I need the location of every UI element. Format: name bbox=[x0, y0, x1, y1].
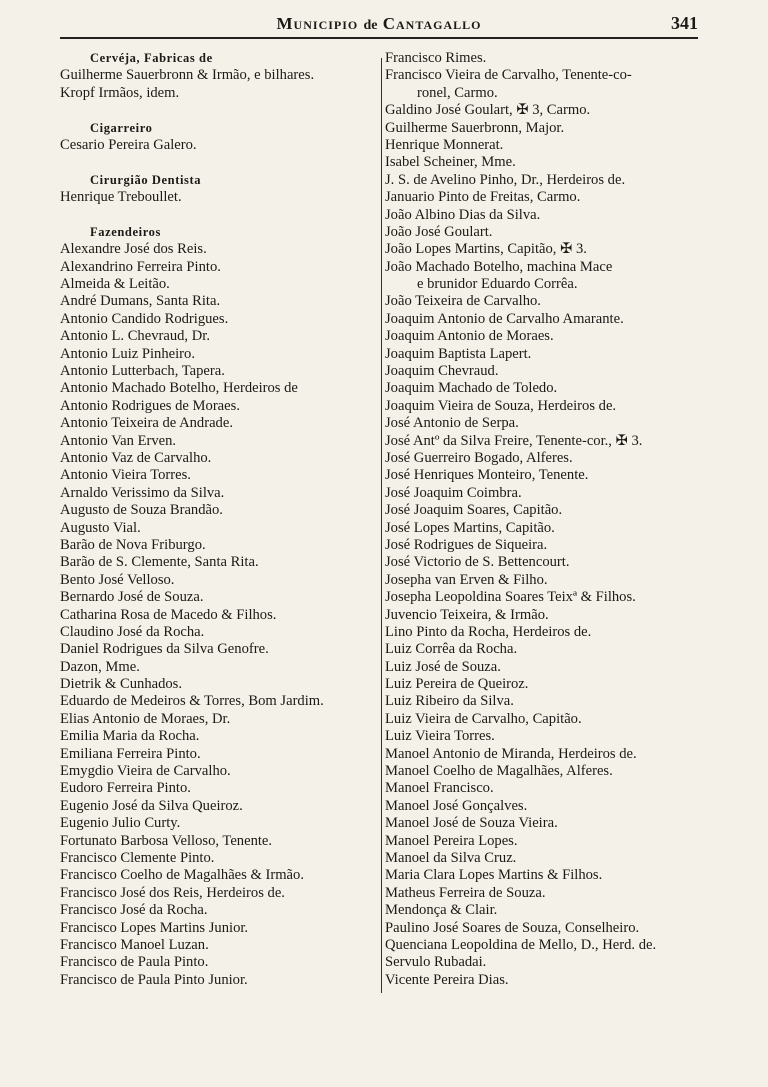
list-item: José Antº da Silva Freire, Tenente-cor., ✠ 3. bbox=[385, 432, 643, 449]
list-item: Antonio Luiz Pinheiro. bbox=[60, 345, 195, 362]
list-item: Bento José Velloso. bbox=[60, 571, 175, 588]
list-item: Antonio Machado Botelho, Herdeiros de bbox=[60, 380, 298, 397]
list-item: Maria Clara Lopes Martins & Filhos. bbox=[385, 867, 603, 884]
running-title bbox=[60, 14, 698, 34]
list-item: Januario Pinto de Freitas, Carmo. bbox=[385, 189, 581, 206]
section-heading-fazendeiros: Fazendeiros bbox=[90, 224, 161, 239]
list-item: Fortunato Barbosa Velloso, Tenente. bbox=[60, 832, 273, 849]
list-item: Lino Pinto da Rocha, Herdeiros de. bbox=[385, 623, 592, 640]
list-item: Joaquim Machado de Toledo. bbox=[385, 380, 558, 397]
list-item: Josepha van Erven & Filho. bbox=[385, 571, 548, 588]
list-item: Eugenio Julio Curty. bbox=[60, 815, 181, 832]
list-item: Antonio Vieira Torres. bbox=[60, 467, 191, 484]
section-heading-cerveja: Cervéja, Fabricas de bbox=[90, 51, 213, 65]
list-item: Joaquim Baptista Lapert. bbox=[385, 345, 532, 362]
list-item: Luiz Ribeiro da Silva. bbox=[385, 693, 514, 710]
list-item: Dietrik & Cunhados. bbox=[60, 676, 183, 693]
list-item: Guilherme Sauerbronn, Major. bbox=[385, 119, 565, 136]
list-item: Emiliana Ferreira Pinto. bbox=[60, 745, 201, 762]
list-item: J. S. de Avelino Pinho, Dr., Herdeiros de. bbox=[385, 171, 626, 188]
list-item: Augusto Vial. bbox=[60, 519, 141, 536]
title-word-municipio: Municipio bbox=[276, 14, 359, 33]
spacer bbox=[60, 154, 378, 171]
list-item: Antonio Rodrigues de Moraes. bbox=[60, 397, 240, 414]
list-item: João Albino Dias da Silva. bbox=[385, 206, 541, 223]
section-heading-cigarreiro: Cigarreiro bbox=[90, 120, 153, 135]
list-item: Josepha Leopoldina Soares Teixª & Filhos. bbox=[385, 589, 636, 606]
list-item: Cesario Pereira Galero. bbox=[60, 136, 197, 153]
list-item: Kropf Irmãos, idem. bbox=[60, 84, 180, 101]
list-item: José Guerreiro Bogado, Alferes. bbox=[385, 449, 573, 466]
list-item: Barão de S. Clemente, Santa Rita. bbox=[60, 554, 259, 571]
list-item: e brunidor Eduardo Corrêa. bbox=[417, 276, 578, 293]
list-item: Isabel Scheiner, Mme. bbox=[385, 154, 516, 171]
list-item: ronel, Carmo. bbox=[417, 84, 498, 101]
fazendeiros-list-continued bbox=[385, 50, 703, 989]
list-item: Antonio Vaz de Carvalho. bbox=[60, 449, 212, 466]
left-column bbox=[60, 50, 378, 989]
list-item: Francisco Coelho de Magalhães & Irmão. bbox=[60, 867, 304, 884]
list-item: Vicente Pereira Dias. bbox=[385, 971, 509, 988]
list-item: Francisco José da Rocha. bbox=[60, 902, 208, 919]
list-item: Luiz Pereira de Queiroz. bbox=[385, 676, 529, 693]
list-item: Manoel da Silva Cruz. bbox=[385, 849, 517, 866]
list-item: José Henriques Monteiro, Tenente. bbox=[385, 467, 589, 484]
list-item: Claudino José da Rocha. bbox=[60, 623, 205, 640]
list-item: João Teixeira de Carvalho. bbox=[385, 293, 541, 310]
list-item: Joaquim Vieira de Souza, Herdeiros de. bbox=[385, 397, 617, 414]
column-divider bbox=[381, 58, 382, 993]
list-item: Quenciana Leopoldina de Mello, D., Herd. de. bbox=[385, 936, 657, 953]
list-item: Francisco José dos Reis, Herdeiros de. bbox=[60, 884, 285, 901]
list-item: Joaquim Antonio de Moraes. bbox=[385, 328, 554, 345]
list-item: Francisco de Paula Pinto. bbox=[60, 954, 209, 971]
list-item: Dazon, Mme. bbox=[60, 658, 140, 675]
list-item: Antonio Van Erven. bbox=[60, 432, 177, 449]
list-item: Joaquim Chevraud. bbox=[385, 363, 499, 380]
list-item: Antonio Teixeira de Andrade. bbox=[60, 415, 233, 432]
list-item: Servulo Rubadai. bbox=[385, 954, 487, 971]
list-item: João José Goulart. bbox=[385, 223, 493, 240]
title-word-cantagallo: Cantagallo bbox=[382, 14, 482, 33]
list-item: Antonio Candido Rodrigues. bbox=[60, 310, 229, 327]
list-item: Manoel Pereira Lopes. bbox=[385, 832, 518, 849]
list-item: Bernardo José de Souza. bbox=[60, 589, 204, 606]
list-item: Manoel Antonio de Miranda, Herdeiros de. bbox=[385, 745, 637, 762]
list-item: Barão de Nova Friburgo. bbox=[60, 536, 206, 553]
list-item: Manoel José Gonçalves. bbox=[385, 797, 528, 814]
list-item: Arnaldo Verissimo da Silva. bbox=[60, 484, 225, 501]
list-item: Henrique Treboullet. bbox=[60, 189, 182, 206]
list-item: Henrique Monnerat. bbox=[385, 136, 504, 153]
list-item: Juvencio Teixeira, & Irmão. bbox=[385, 606, 549, 623]
list-item: Eugenio José da Silva Queiroz. bbox=[60, 797, 243, 814]
spacer bbox=[60, 102, 378, 119]
title-word-de: de bbox=[363, 18, 378, 33]
list-item: Catharina Rosa de Macedo & Filhos. bbox=[60, 606, 277, 623]
list-item: Daniel Rodrigues da Silva Genofre. bbox=[60, 641, 269, 658]
list-item: Luiz Vieira Torres. bbox=[385, 728, 495, 745]
list-item: Francisco de Paula Pinto Junior. bbox=[60, 971, 248, 988]
list-item: Paulino José Soares de Souza, Conselheiro. bbox=[385, 919, 640, 936]
list-item: Manoel Coelho de Magalhães, Alferes. bbox=[385, 763, 613, 780]
list-item: Eudoro Ferreira Pinto. bbox=[60, 780, 191, 797]
list-item: José Rodrigues de Siqueira. bbox=[385, 536, 548, 553]
list-item: Almeida & Leitão. bbox=[60, 276, 170, 293]
list-item: João Machado Botelho, machina Mace bbox=[385, 258, 613, 275]
list-item: Antonio Lutterbach, Tapera. bbox=[60, 363, 225, 380]
list-item: Joaquim Antonio de Carvalho Amarante. bbox=[385, 310, 624, 327]
list-item: Eduardo de Medeiros & Torres, Bom Jardim. bbox=[60, 693, 324, 710]
list-item: Francisco Lopes Martins Junior. bbox=[60, 919, 249, 936]
list-item: Francisco Rimes. bbox=[385, 50, 487, 66]
list-item: Alexandrino Ferreira Pinto. bbox=[60, 258, 221, 275]
list-item: Francisco Manoel Luzan. bbox=[60, 936, 209, 953]
list-item: Luiz José de Souza. bbox=[385, 658, 501, 675]
list-item: Antonio L. Chevraud, Dr. bbox=[60, 328, 210, 345]
list-item: Manoel José de Souza Vieira. bbox=[385, 815, 558, 832]
list-item: Augusto de Souza Brandão. bbox=[60, 502, 223, 519]
right-column bbox=[385, 50, 703, 989]
list-item: Emilia Maria da Rocha. bbox=[60, 728, 200, 745]
list-item: Francisco Vieira de Carvalho, Tenente-co- bbox=[385, 67, 632, 84]
list-item: Emygdio Vieira de Carvalho. bbox=[60, 763, 231, 780]
spacer bbox=[60, 207, 378, 224]
list-item: Luiz Vieira de Carvalho, Capitão. bbox=[385, 710, 582, 727]
list-item: Guilherme Sauerbronn & Irmão, e bilhares. bbox=[60, 67, 315, 84]
list-item: José Lopes Martins, Capitão. bbox=[385, 519, 555, 536]
list-item: José Joaquim Coimbra. bbox=[385, 484, 522, 501]
header-rule bbox=[60, 37, 698, 39]
list-item: Luiz Corrêa da Rocha. bbox=[385, 641, 518, 658]
list-item: Francisco Clemente Pinto. bbox=[60, 849, 215, 866]
list-item: André Dumans, Santa Rita. bbox=[60, 293, 221, 310]
list-item: Manoel Francisco. bbox=[385, 780, 494, 797]
list-item: Matheus Ferreira de Souza. bbox=[385, 884, 546, 901]
list-item: João Lopes Martins, Capitão, ✠ 3. bbox=[385, 241, 587, 258]
list-item: Alexandre José dos Reis. bbox=[60, 241, 207, 258]
fazendeiros-list bbox=[60, 241, 378, 989]
list-item: Galdino José Goulart, ✠ 3, Carmo. bbox=[385, 102, 591, 119]
page-number: 341 bbox=[671, 13, 698, 33]
list-item: José Joaquim Soares, Capitão. bbox=[385, 502, 563, 519]
list-item: José Victorio de S. Bettencourt. bbox=[385, 554, 570, 571]
list-item: José Antonio de Serpa. bbox=[385, 415, 519, 432]
list-item: Mendonça & Clair. bbox=[385, 902, 498, 919]
section-heading-cirurgiao: Cirurgião Dentista bbox=[90, 172, 202, 187]
list-item: Elias Antonio de Moraes, Dr. bbox=[60, 710, 231, 727]
page-header bbox=[60, 12, 698, 36]
